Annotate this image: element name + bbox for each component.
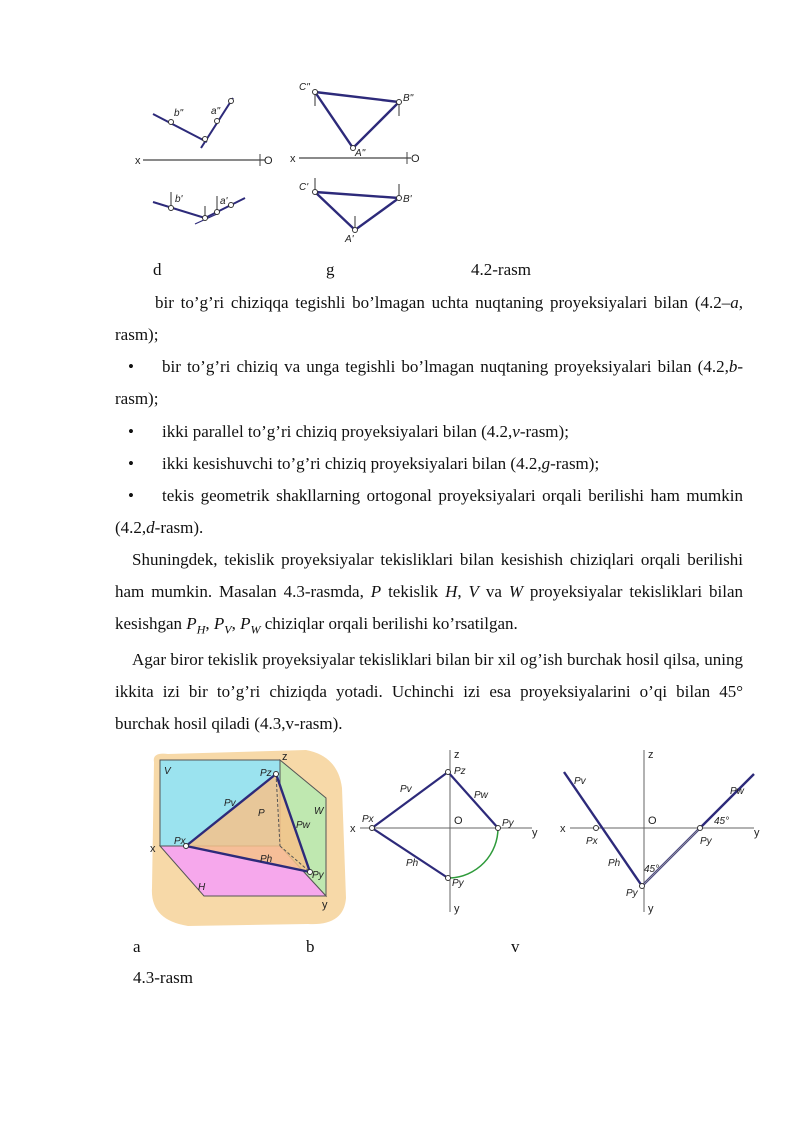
- point-k2: [203, 137, 208, 142]
- point-c2: [313, 90, 318, 95]
- trace-ph: [372, 828, 448, 878]
- label-z: z: [648, 749, 654, 761]
- label-pz: Pz: [260, 768, 272, 779]
- label-c1: C': [299, 182, 309, 193]
- label-ph: Ph: [608, 858, 621, 869]
- b2-ref: v: [512, 422, 520, 441]
- label-45-bottom: 45°: [644, 864, 660, 875]
- p1-text: bir to’g’ri chiziqqa tegishli bo’lmagan uchta nuqtaning proyeksiyalari bilan (4.2–: [155, 293, 731, 312]
- bullet-1-marker: •: [128, 357, 134, 376]
- p2-P: P: [370, 582, 382, 601]
- trace-pv: [372, 772, 448, 828]
- p2-V: V: [468, 582, 479, 601]
- label-pw: Pw: [474, 790, 488, 801]
- p2-PH-sub: H: [196, 622, 206, 637]
- point-b1: [169, 206, 174, 211]
- p2-PW-sub: W: [250, 622, 261, 637]
- label-py: Py: [502, 818, 514, 829]
- point-pz: [446, 770, 451, 775]
- label-y: y: [532, 827, 538, 839]
- point-px: [594, 826, 599, 831]
- point-b2: [169, 120, 174, 125]
- construction-line: [642, 828, 700, 886]
- label-pw: Pw: [730, 786, 744, 797]
- figure-4-3-v: [556, 746, 766, 916]
- point-c1: [313, 190, 318, 195]
- transfer-arc: [450, 828, 498, 878]
- label-x: x: [560, 823, 566, 835]
- b4-end: -rasm).: [154, 518, 204, 537]
- point-r1: [229, 203, 234, 208]
- bullet-2: [115, 416, 743, 448]
- figure-4-2-g: [285, 76, 435, 246]
- label-y: y: [754, 827, 760, 839]
- p2-text-e: proyeksiyalar tekisliklari bilan kesishgan: [115, 582, 744, 633]
- b2-end: -rasm);: [519, 422, 569, 441]
- label-px: Px: [362, 814, 374, 825]
- point-top: [229, 99, 234, 104]
- label-a1: a': [220, 196, 228, 207]
- label-h: H: [198, 882, 206, 893]
- point-a1: [215, 210, 220, 215]
- bullet-1: [115, 351, 743, 415]
- triangle-horizontal: [315, 192, 399, 230]
- point-py2: [446, 876, 451, 881]
- caption-4-3-rasm: 4.3-rasm: [133, 968, 193, 987]
- label-45-top: 45°: [714, 816, 730, 827]
- p2-text-d: va: [478, 582, 509, 601]
- p1-ref: a: [730, 293, 739, 312]
- bullet-4-marker: •: [128, 486, 134, 505]
- label-py2: Py: [452, 878, 464, 889]
- p2-comma-1: ,: [457, 582, 469, 601]
- point-py: [698, 826, 703, 831]
- point-py: [496, 826, 501, 831]
- p2-text-b: tekislik: [381, 582, 446, 601]
- trace-pv-ph: [564, 772, 642, 886]
- label-x: x: [350, 823, 356, 835]
- paragraph-3: Agar biror tekislik proyeksiyalar tekisliklari bilan bir xil og’ish burchak hosil qilsa, uning ikkita izi bir to’g’ri chiziqda yotadi. Uchinchi izi esa proyeksiyalarini o’qi bilan 45° burchak hosil qiladi (4.3,v-rasm).: [115, 650, 743, 733]
- b2-text: ikki parallel to’g’ri chiziq proyeksiyalari bilan (4.2,: [162, 422, 513, 441]
- label-w: W: [314, 806, 324, 817]
- x-label: x: [290, 153, 296, 165]
- figure-4-3-a: [148, 748, 348, 928]
- label-px: Px: [586, 836, 598, 847]
- label-c2: C": [299, 82, 310, 93]
- label-ph: Ph: [406, 858, 419, 869]
- b3-text: ikki kesishuvchi to’g’ri chiziq proyeksiyalari bilan (4.2,: [162, 454, 542, 473]
- point-a1: [353, 228, 358, 233]
- p2-PW: P: [240, 614, 251, 633]
- label-pz: Pz: [454, 766, 466, 777]
- bullet-3: [115, 448, 743, 480]
- label-y: y: [322, 899, 328, 911]
- b1-ref: b: [728, 357, 738, 376]
- label-pv: Pv: [574, 776, 586, 787]
- label-b2: B": [403, 93, 414, 104]
- label-y2: y: [454, 903, 460, 915]
- label-o: O: [454, 815, 463, 827]
- label-b1: B': [403, 194, 412, 205]
- caption-a: a: [133, 937, 141, 956]
- caption-v: v: [511, 937, 520, 956]
- figure-4-2-d: [125, 78, 285, 248]
- point-k1: [203, 216, 208, 221]
- o-label: O: [411, 153, 420, 165]
- caption-b: b: [306, 937, 315, 956]
- label-b2: b": [174, 108, 184, 119]
- paragraph-2: Shuningdek, tekislik proyeksiyalar tekisliklari bilan kesishish chiziqlari orqali berilishi ham mumkin. Masalan 4.3-rasmda, P tekislik H, V va W proyeksiyalar tekisliklari bilan kesishgan $P_H$, $P_V$, $P_W$ chiziqlar orqali berilishi ko’rsatilgan.: [115, 550, 744, 637]
- label-px: Px: [174, 836, 186, 847]
- label-pv: Pv: [224, 798, 236, 809]
- bullet-3-marker: •: [128, 454, 134, 473]
- bullet-4: [115, 480, 743, 544]
- label-b1: b': [175, 194, 183, 205]
- paragraph-1: [115, 287, 743, 351]
- b4-ref: d: [146, 518, 155, 537]
- caption-g: g: [326, 260, 335, 279]
- point-b1: [397, 196, 402, 201]
- caption-d: d: [153, 260, 162, 279]
- p2-PV: P: [213, 614, 225, 633]
- label-pw: Pw: [296, 820, 310, 831]
- p1-end: , rasm);: [115, 293, 743, 344]
- point-b2: [397, 100, 402, 105]
- label-pv: Pv: [400, 784, 412, 795]
- point-pz: [274, 772, 279, 777]
- point-py2: [640, 884, 645, 889]
- b4-text: tekis geometrik shakllarning ortogonal proyeksiyalari orqali berilishi ham mumkin (4.2,: [115, 486, 743, 537]
- point-px: [370, 826, 375, 831]
- b1-end: - rasm);: [115, 357, 743, 408]
- p2-text-f: chiziqlar orqali berilishi ko’rsatilgan.: [260, 614, 518, 633]
- caption-4-2-rasm: 4.2-rasm: [471, 260, 531, 279]
- triangle-frontal: [315, 92, 399, 148]
- b3-ref: g: [541, 454, 551, 473]
- label-z: z: [454, 749, 460, 761]
- b1-text: bir to’g’ri chiziq va unga tegishli bo’lmagan nuqtaning proyeksiyalari bilan (4.2,: [162, 357, 729, 376]
- label-a2: a": [211, 106, 221, 117]
- p2-W: W: [508, 582, 523, 601]
- label-py: Py: [312, 870, 324, 881]
- o-label: O: [264, 155, 273, 167]
- label-py2: Py: [626, 888, 638, 899]
- label-o: O: [648, 815, 657, 827]
- b3-end: -rasm);: [550, 454, 600, 473]
- label-a1: A': [345, 234, 354, 245]
- label-p: P: [258, 808, 265, 819]
- x-label: x: [135, 155, 141, 167]
- figure-4-3-b: [346, 746, 546, 916]
- label-a2: A": [355, 148, 366, 159]
- label-v: V: [164, 766, 171, 777]
- label-z: z: [282, 751, 288, 763]
- label-py: Py: [700, 836, 712, 847]
- p2-H: H: [445, 582, 458, 601]
- label-y2: y: [648, 903, 654, 915]
- label-ph: Ph: [260, 854, 273, 865]
- p2-PH: P: [186, 614, 197, 633]
- p2-text-a: Shuningdek, tekislik proyeksiyalar tekisliklari bilan kesishish chiziqlari orqali berilishi ham mumkin. Masalan 4.3-rasmda,: [115, 550, 743, 601]
- bullet-2-marker: •: [128, 422, 134, 441]
- point-a2: [215, 119, 220, 124]
- p2-PV-sub: V: [224, 622, 232, 637]
- label-x: x: [150, 843, 156, 855]
